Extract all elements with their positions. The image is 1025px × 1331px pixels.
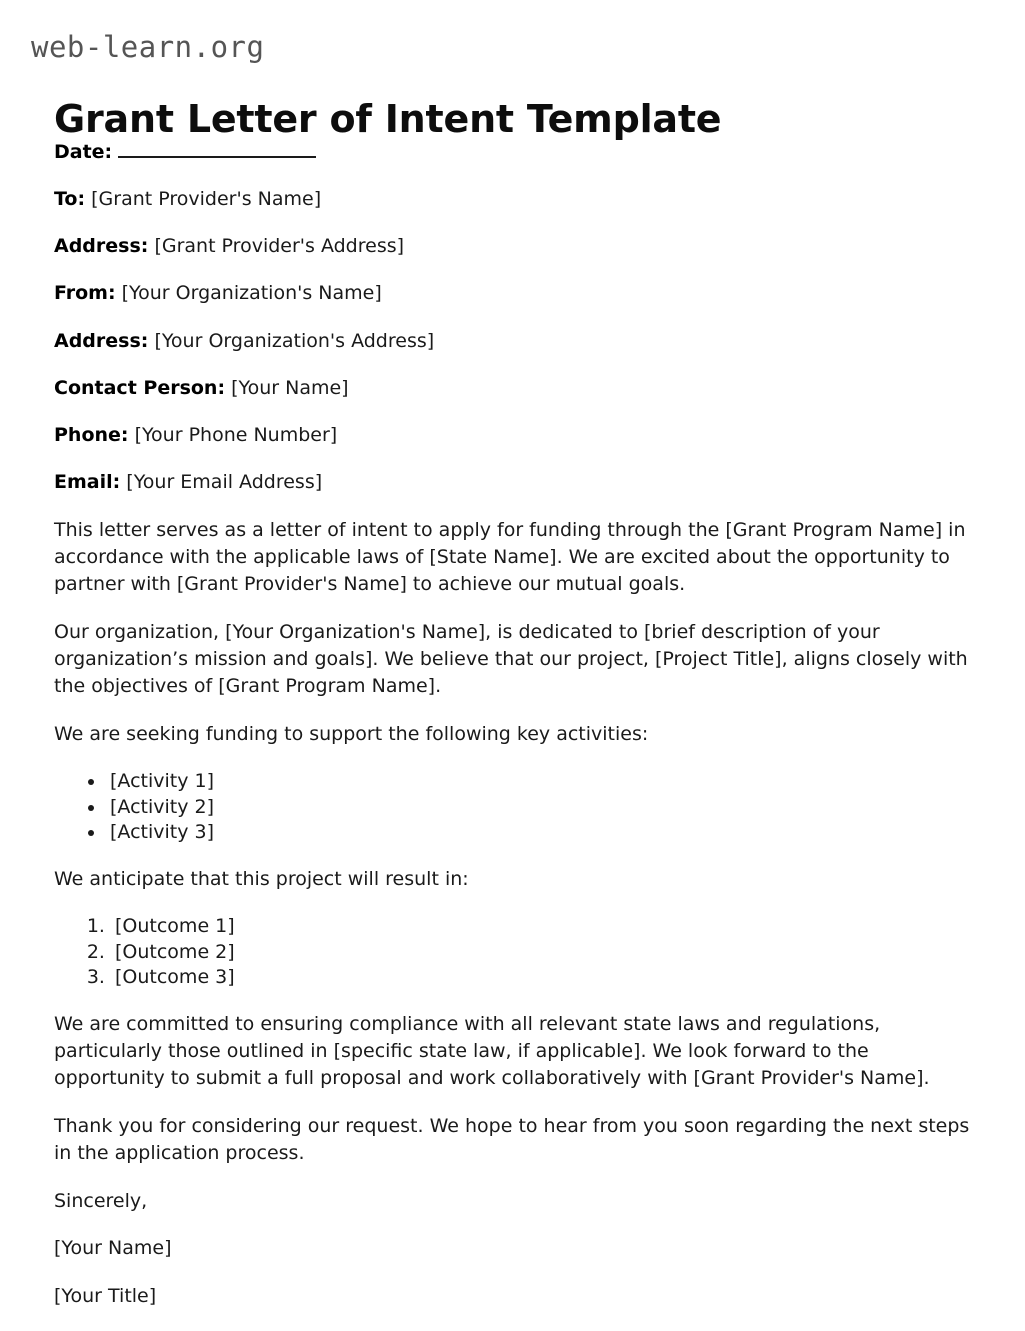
field-date [54, 140, 970, 166]
list-item: • [Activity 2] [106, 795, 970, 820]
field-from-label: From: [54, 282, 116, 305]
outcomes-lead-in: We anticipate that this project will result in: [54, 867, 469, 890]
field-to-value: [Grant Provider's Name] [91, 188, 322, 211]
list-item: • [Activity 1] [106, 769, 970, 794]
page-title: Grant Letter of Intent Template [54, 97, 722, 142]
list-item: 1. [Outcome 1] [111, 914, 970, 939]
document-body [54, 140, 970, 1331]
intro-paragraph: This letter serves as a letter of intent to apply for funding through the [Grant Program Name] in accordance with the applicable laws of [State Name]. We are excited about the opportunity to partner with [Grant Provider's Name] to achieve our mutual goals. [54, 519, 966, 596]
field-organization-address [54, 329, 970, 355]
field-email-label: Email: [54, 470, 121, 493]
list-item: 3. [Outcome 3] [111, 965, 970, 990]
field-email-value: [Your Email Address] [126, 470, 323, 493]
field-phone-label: Phone: [54, 423, 129, 446]
field-email [54, 470, 970, 496]
activities-lead-in: We are seeking funding to support the following key activities: [54, 722, 649, 745]
activities-list [54, 769, 970, 845]
list-item: 2. [Outcome 2] [111, 940, 970, 965]
field-from-value: [Your Organization's Name] [121, 282, 382, 305]
compliance-paragraph: We are committed to ensuring compliance with all relevant state laws and regulations, particularly those outlined in [specific state law, if applicable]. We look forward to the opportunity to submit a full proposal and work collaboratively with [Grant Provider's Name]. [54, 1013, 930, 1089]
field-provider-address-value: [Grant Provider's Address] [154, 235, 405, 258]
signature-name: [Your Name] [54, 1237, 172, 1260]
field-phone-value: [Your Phone Number] [134, 423, 338, 446]
field-from [54, 281, 970, 307]
organization-paragraph: Our organization, [Your Organization's Name], is dedicated to [brief description of your organization’s mission and goals]. We believe that our project, [Project Title], aligns closely with the objectives of [Grant Program Name]. [54, 621, 968, 697]
date-blank-rule[interactable] [118, 143, 316, 158]
field-phone [54, 423, 970, 449]
signature-title: [Your Title] [54, 1285, 157, 1308]
field-contact-person [54, 376, 970, 402]
field-to [54, 187, 970, 213]
site-watermark: web-learn.org [31, 30, 265, 64]
field-contact-person-value: [Your Name] [231, 376, 349, 399]
field-organization-address-value: [Your Organization's Address] [154, 329, 435, 352]
outcomes-list [54, 914, 970, 990]
signature-salutation: Sincerely, [54, 1189, 148, 1212]
field-provider-address-label: Address: [54, 235, 149, 258]
field-organization-address-label: Address: [54, 329, 149, 352]
list-item: • [Activity 3] [106, 820, 970, 845]
field-contact-person-label: Contact Person: [54, 376, 226, 399]
closing-paragraph: Thank you for considering our request. We hope to hear from you soon regarding the next steps in the application process. [54, 1114, 970, 1164]
field-date-label: Date: [54, 141, 113, 163]
field-provider-address [54, 234, 970, 260]
field-to-label: To: [54, 188, 86, 211]
